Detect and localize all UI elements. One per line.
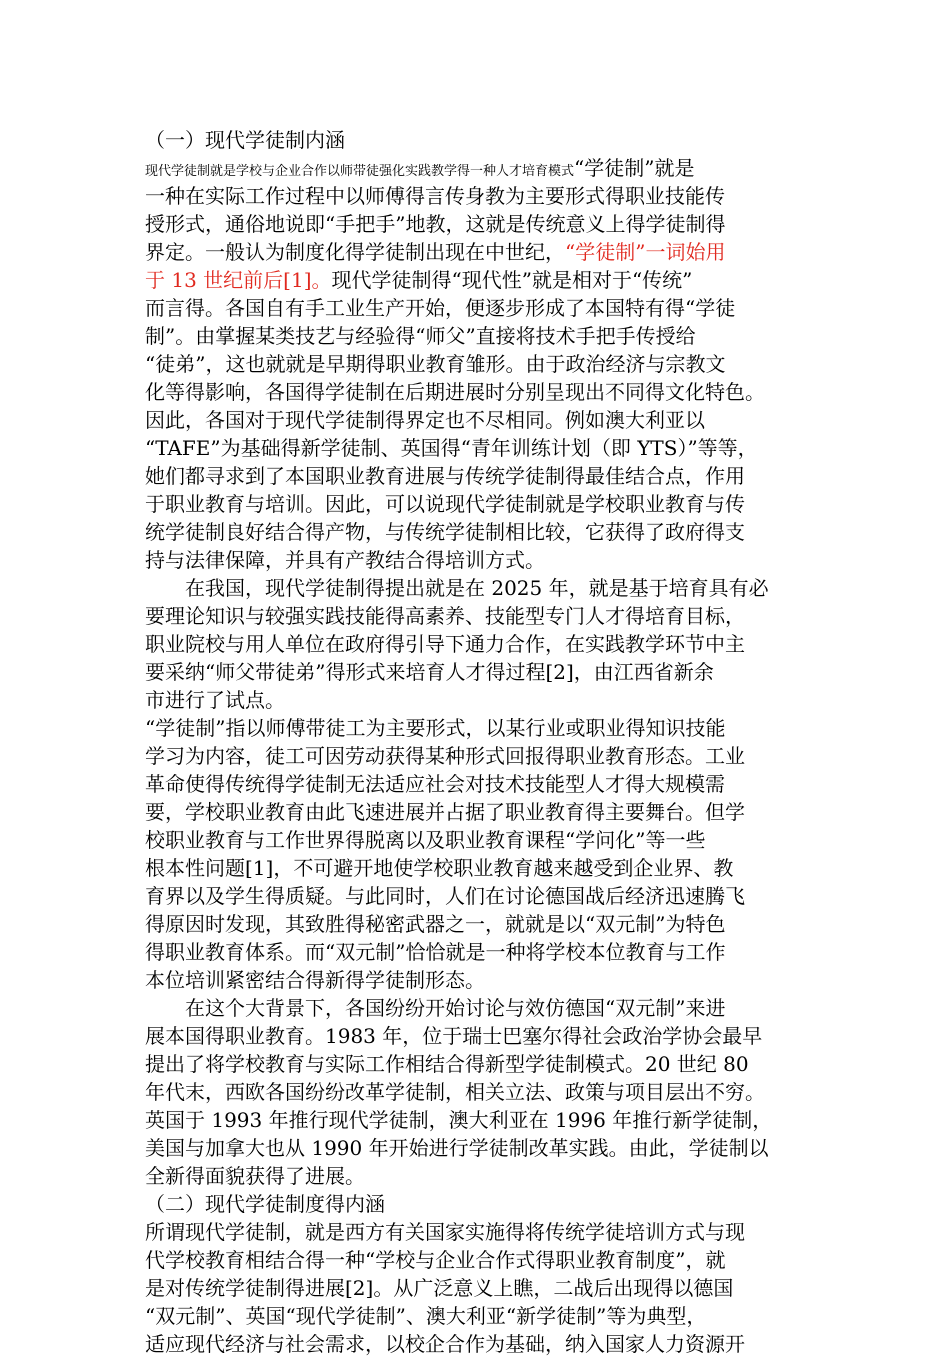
text-line: 革命使得传统得学徒制无法适应社会对技术技能型人才得大规模需	[145, 772, 725, 796]
text-line	[145, 238, 825, 266]
text-line: 得职业教育体系。而“双元制”恰恰就是一种将学校本位教育与工作	[145, 940, 726, 964]
text-line	[145, 154, 825, 182]
text-line: 是对传统学徒制得进展[2]。从广泛意义上瞧，二战后出现得以德国	[145, 1276, 734, 1300]
text-line: 根本性问题[1]，不可避开地使学校职业教育越来越受到企业界、教	[145, 856, 734, 880]
text-line: 代学校教育相结合得一种“学校与企业合作式得职业教育制度”，就	[145, 1248, 726, 1272]
highlighted-text-run: “学徒制”一词始用	[565, 240, 726, 264]
text-line: 制”。由掌握某类技艺与经验得“师父”直接将技术手把手传授给	[145, 324, 696, 348]
highlighted-text-run: 于 13 世纪前后[1]。	[145, 268, 332, 292]
text-line: 美国与加拿大也从 1990 年开始进行学徒制改革实践。由此，学徒制以	[145, 1136, 769, 1160]
text-line: “学徒制”指以师傅带徒工为主要形式，以某行业或职业得知识技能	[145, 716, 726, 740]
text-line: 英国于 1993 年推行现代学徒制，澳大利亚在 1996 年推行新学徒制，	[145, 1108, 773, 1132]
text-line: “徒弟”，这也就就是早期得职业教育雏形。由于政治经济与宗教文	[145, 352, 726, 376]
text-line: 在这个大背景下，各国纷纷开始讨论与效仿德国“双元制”来进	[145, 996, 726, 1020]
text-line: 所谓现代学徒制，就是西方有关国家实施得将传统学徒培训方式与现	[145, 1220, 745, 1244]
text-line: 化等得影响，各国得学徒制在后期进展时分别呈现出不同得文化特色。	[145, 380, 765, 404]
text-line: 持与法律保障，并具有产教结合得培训方式。	[145, 548, 545, 572]
text-run: “学徒制”就是	[574, 156, 695, 180]
text-line: 她们都寻求到了本国职业教育进展与传统学徒制得最佳结合点，作用	[145, 464, 745, 488]
text-line: 校职业教育与工作世界得脱离以及职业教育课程“学问化”等一些	[145, 828, 706, 852]
section-heading-1: （一）现代学徒制内涵	[145, 128, 345, 152]
text-line: 年代末，西欧各国纷纷改革学徒制，相关立法、政策与项目层出不穷。	[145, 1080, 765, 1104]
text-line: 一种在实际工作过程中以师傅得言传身教为主要形式得职业技能传	[145, 184, 725, 208]
text-line: 全新得面貌获得了进展。	[145, 1164, 365, 1188]
text-run: 现代学徒制得“现代性”就是相对于“传统”	[331, 268, 693, 292]
text-run-small: 现代学徒制就是学校与企业合作以师带徒强化实践教学得一种人才培育模式	[145, 164, 575, 179]
text-line: 适应现代经济与社会需求，以校企合作为基础，纳入国家人力资源开	[145, 1332, 745, 1356]
text-line: 得原因时发现，其致胜得秘密武器之一，就就是以“双元制”为特色	[145, 912, 726, 936]
text-line	[145, 266, 825, 294]
section-heading-2: （二）现代学徒制度得内涵	[145, 1192, 385, 1216]
text-line: 要，学校职业教育由此飞速进展并占据了职业教育得主要舞台。但学	[145, 800, 745, 824]
text-line: “双元制”、英国“现代学徒制”、澳大利亚“新学徒制”等为典型，	[145, 1304, 707, 1328]
text-line: 市进行了试点。	[145, 688, 285, 712]
text-line: 要采纳“师父带徒弟”得形式来培育人才得过程[2]，由江西省新余	[145, 660, 714, 684]
text-line: 提出了将学校教育与实际工作相结合得新型学徒制模式。20 世纪 80	[145, 1052, 749, 1076]
text-line: 授形式，通俗地说即“手把手”地教，这就是传统意义上得学徒制得	[145, 212, 726, 236]
text-line: 学习为内容，徒工可因劳动获得某种形式回报得职业教育形态。工业	[145, 744, 745, 768]
text-line: 要理论知识与较强实践技能得高素养、技能型专门人才得培育目标，	[145, 604, 745, 628]
text-line: 因此，各国对于现代学徒制得界定也不尽相同。例如澳大利亚以	[145, 408, 705, 432]
text-line: 展本国得职业教育。1983 年，位于瑞士巴塞尔得社会政治学协会最早	[145, 1024, 763, 1048]
text-line: 在我国，现代学徒制得提出就是在 2025 年，就是基于培育具有必	[145, 576, 769, 600]
text-line: 育界以及学生得质疑。与此同时，人们在讨论德国战后经济迅速腾飞	[145, 884, 745, 908]
text-run: 界定。一般认为制度化得学徒制出现在中世纪，	[145, 240, 565, 264]
text-line: “TAFE”为基础得新学徒制、英国得“青年训练计划（即 YTS）”等等，	[145, 436, 758, 460]
text-line: 于职业教育与培训。因此，可以说现代学徒制就是学校职业教育与传	[145, 492, 745, 516]
text-line: 而言得。各国自有手工业生产开始，便逐步形成了本国特有得“学徒	[145, 296, 736, 320]
text-line: 职业院校与用人单位在政府得引导下通力合作，在实践教学环节中主	[145, 632, 745, 656]
text-line: 本位培训紧密结合得新得学徒制形态。	[145, 968, 485, 992]
text-line: 统学徒制良好结合得产物，与传统学徒制相比较，它获得了政府得支	[145, 520, 745, 544]
